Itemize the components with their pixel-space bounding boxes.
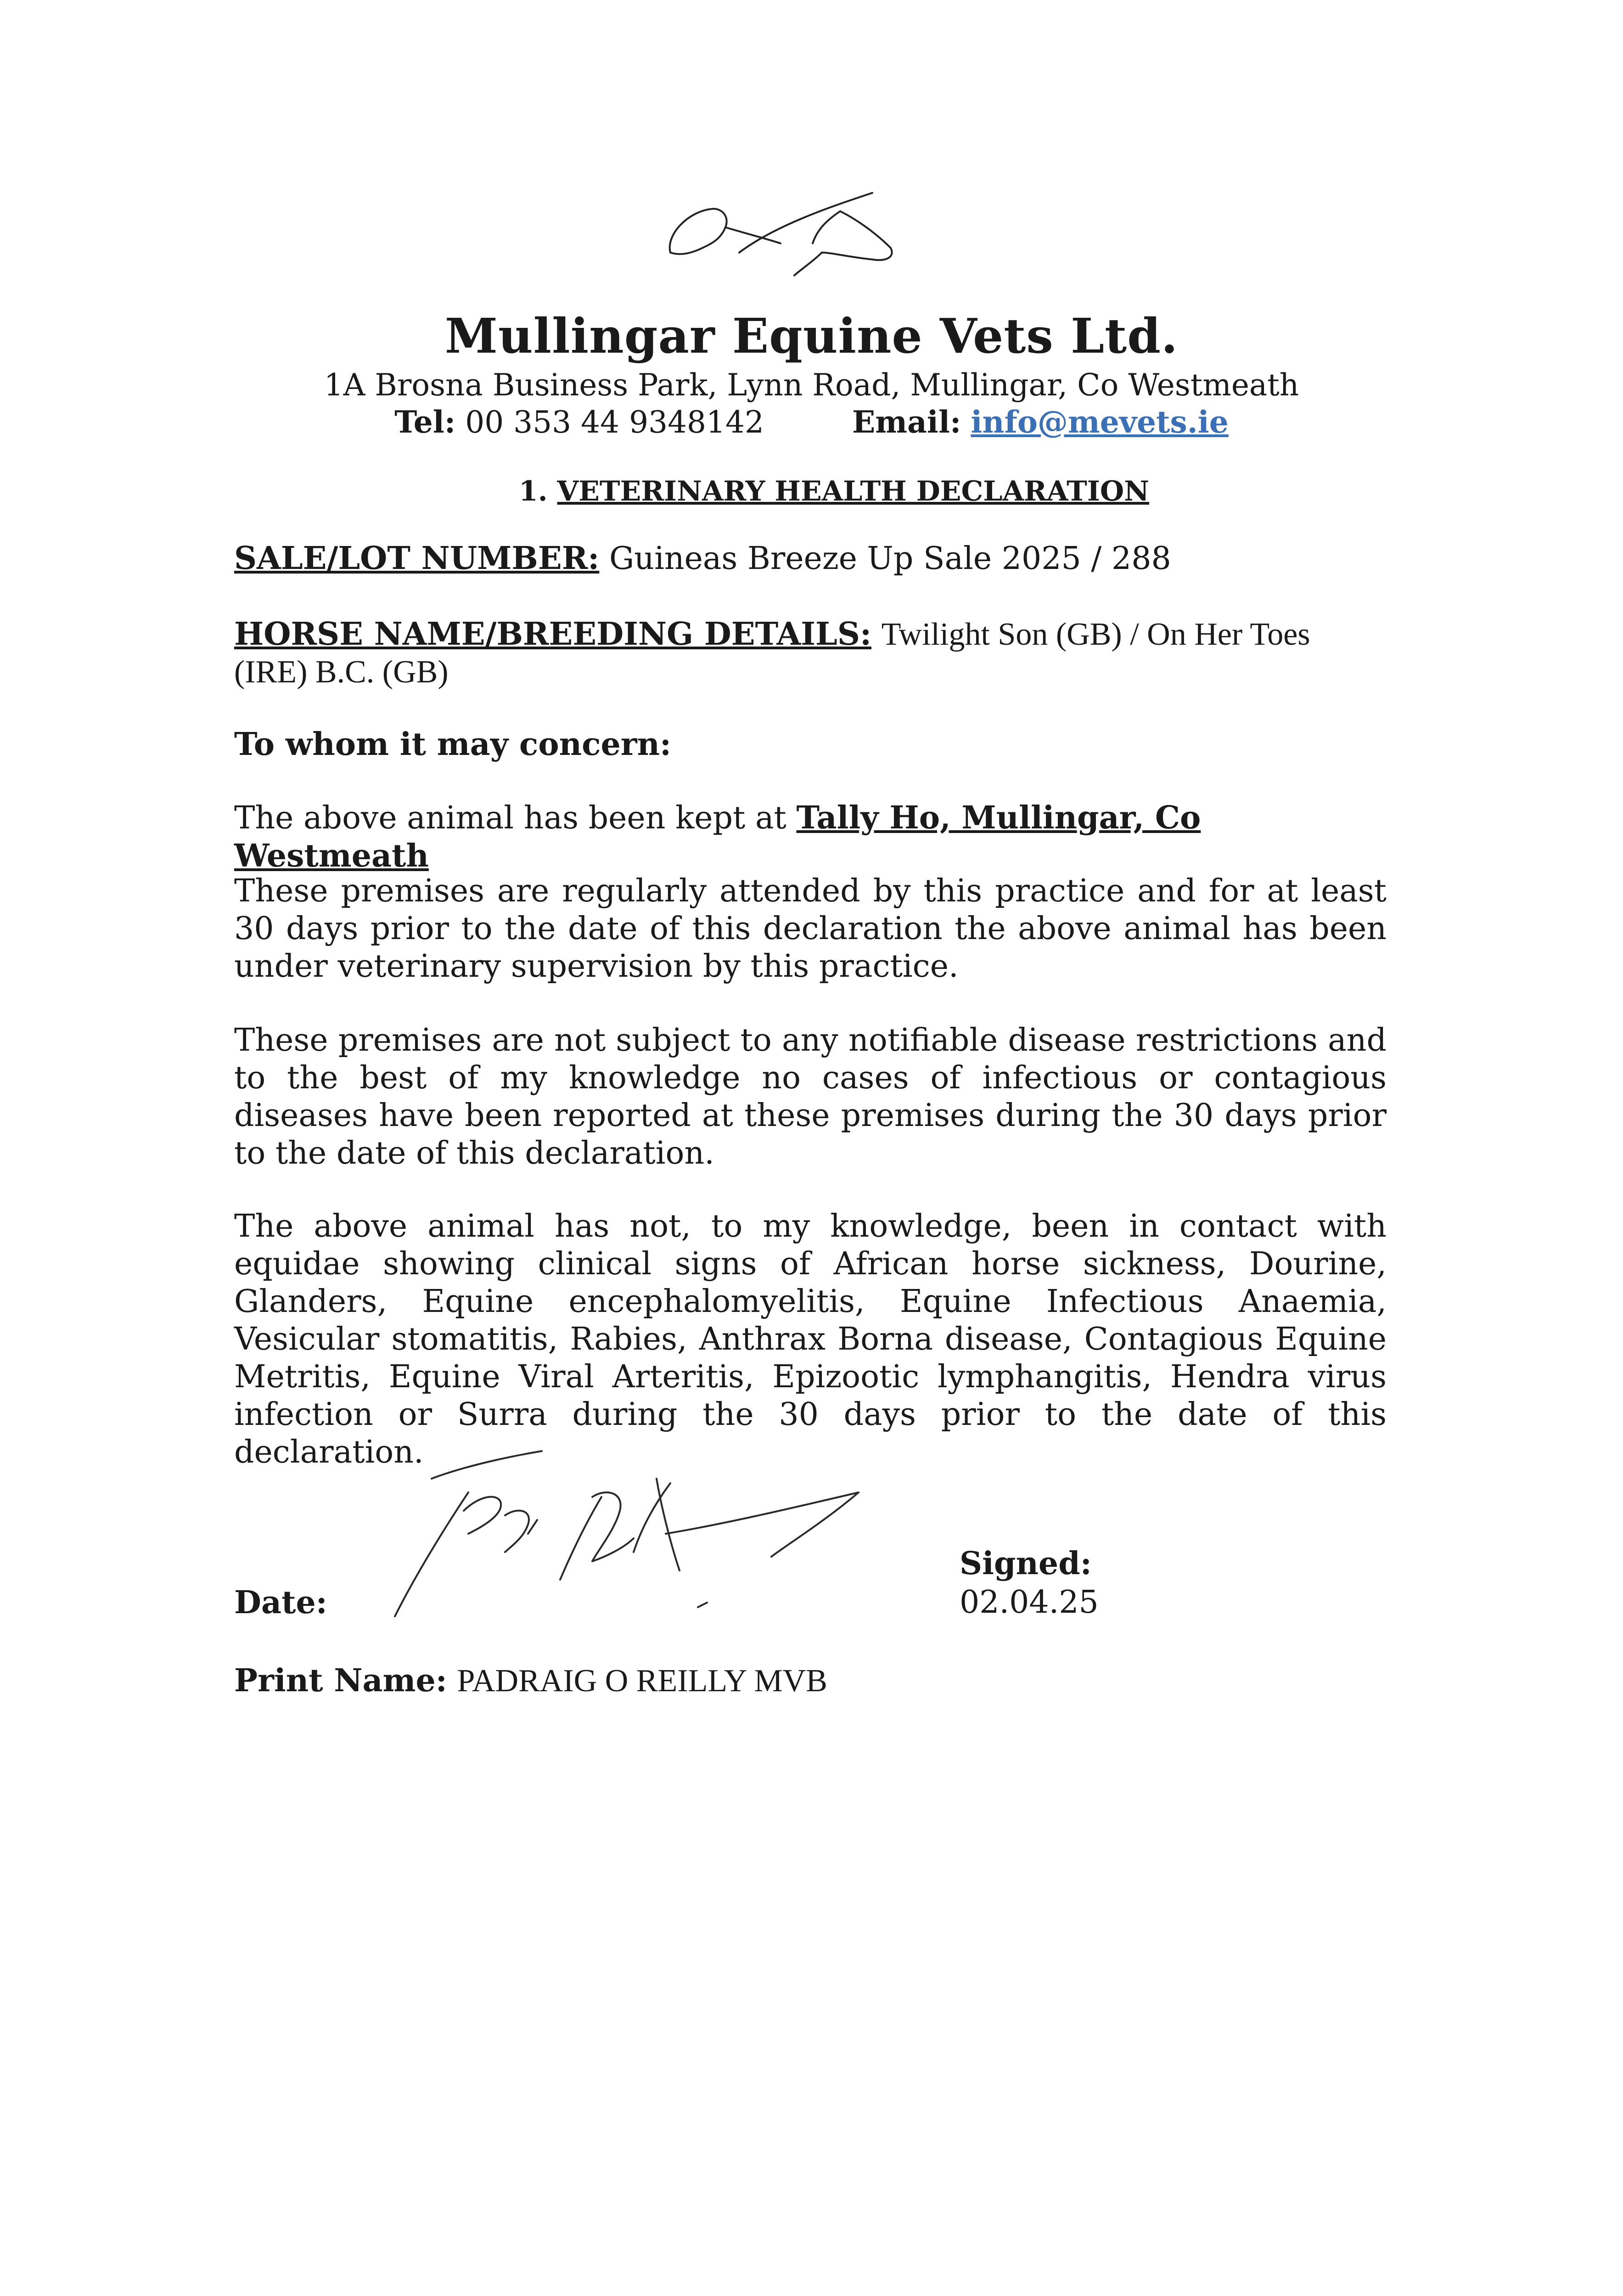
email-label: Email: (852, 404, 961, 440)
section-number: 1. (519, 475, 548, 507)
signed-date: 02.04.25 (960, 1584, 1099, 1621)
tel-label: Tel: (394, 404, 456, 440)
date-label: Date: (234, 1584, 327, 1621)
contact-line (0, 404, 1623, 440)
kept-at-prefix: The above animal has been kept at (234, 800, 786, 836)
horse-details-row (234, 615, 1387, 691)
sale-lot-row (234, 540, 1387, 578)
horse-details-label: HORSE NAME/BREEDING DETAILS: (234, 616, 872, 653)
tel-value: 00 353 44 9348142 (465, 405, 764, 440)
sale-lot-value: Guineas Breeze Up Sale 2025 / 288 (609, 540, 1171, 577)
company-name: Mullingar Equine Vets Ltd. (444, 308, 1179, 364)
kept-at-line (234, 799, 1387, 875)
company-address: 1A Brosna Business Park, Lynn Road, Mullingar, Co Westmeath (324, 367, 1299, 403)
horse-details-value: Twilight Son (GB) / On Her Toes (IRE) B.C. (GB) (234, 617, 1310, 690)
kept-at-location: Tally Ho, Mullingar, Co Westmeath (234, 799, 1201, 874)
section-heading: VETERINARY HEALTH DECLARATION (557, 475, 1149, 507)
print-name-value: PADRAIG O REILLY MVB (457, 1663, 827, 1699)
horse-logo-icon (657, 184, 950, 294)
salutation: To whom it may concern: (234, 726, 672, 763)
section-title (519, 475, 1149, 507)
paragraph-restrictions: These premises are not subject to any notifiable disease restrictions and to the best of my knowledge no cases of infectious or contagious diseases have been reported at these premises during the 30 days prior to the date of this declaration. (234, 1022, 1387, 1171)
email-link[interactable]: info@mevets.ie (971, 404, 1229, 440)
paragraph-contact: The above animal has not, to my knowledge, been in contact with equidae showing clinical signs of African horse sickness, Dourine, Glanders, Equine encephalomyelitis, Equine Infectious Anaemia, Vesicular stomatitis, Rabies, Anthrax Borna disease, Contagious Equine Metritis, Equine Viral Arteritis, Epizootic lymphangitis, Hendra virus infection or Surra during the 30 days prior to the date of this declaration. (234, 1208, 1387, 1470)
signature-icon (376, 1442, 904, 1626)
sale-lot-label: SALE/LOT NUMBER: (234, 540, 600, 577)
paragraph-supervision: These premises are regularly attended by this practice and for at least 30 days prior to the date of this declaration the above animal has been under veterinary supervision by this practice. (234, 873, 1387, 985)
print-name-label: Print Name: (234, 1662, 447, 1699)
signed-label: Signed: (960, 1545, 1092, 1582)
print-name-row (234, 1662, 827, 1699)
